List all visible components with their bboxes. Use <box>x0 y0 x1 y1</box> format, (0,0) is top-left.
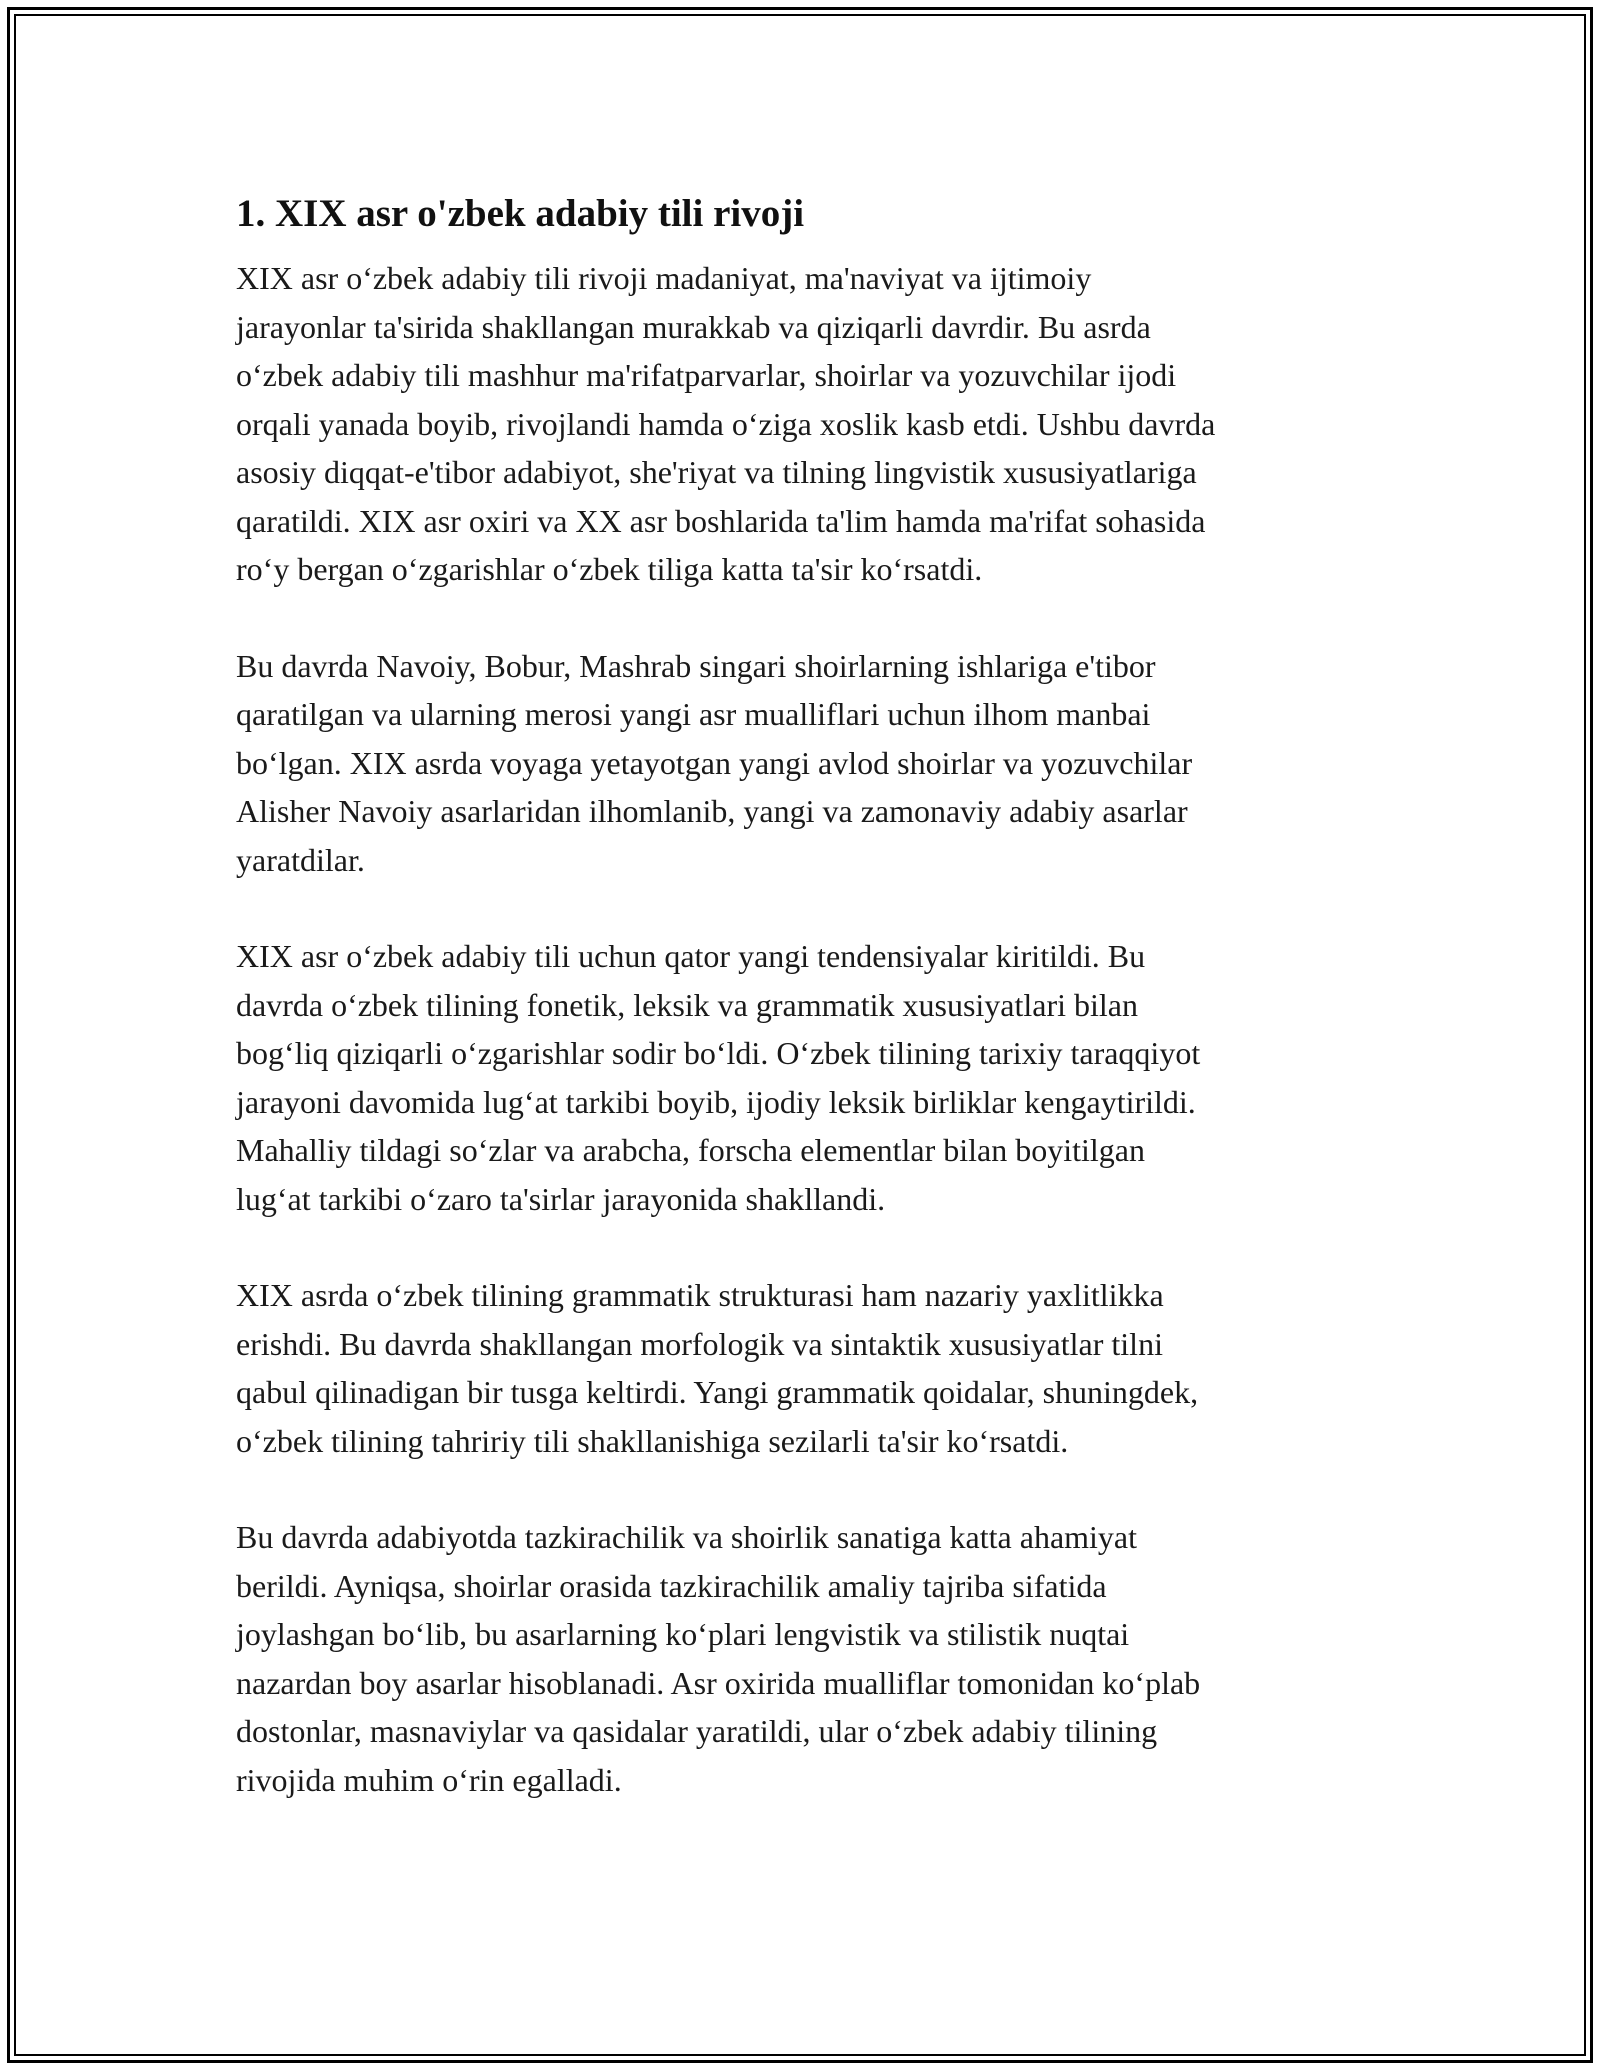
paragraph-4 <box>236 1271 1366 1465</box>
document-body <box>236 190 1366 1852</box>
text-line: o‘zbek adabiy tili mashhur ma'rifatparvarlar, shoirlar va yozuvchilar ijodi <box>236 357 1177 393</box>
text-line: erishdi. Bu davrda shakllangan morfologik va sintaktik xususiyatlar tilni <box>236 1325 1163 1362</box>
text-line: bo‘lgan. XIX asrda voyaga yetayotgan yangi avlod shoirlar va yozuvchilar <box>236 744 1193 781</box>
text-line: qaratildi. XIX asr oxiri va XX asr boshlarida ta'lim hamda ma'rifat sohasida <box>236 502 1206 539</box>
text-line: bog‘liq qiziqarli o‘zgarishlar sodir bo‘ldi. O‘zbek tilining tarixiy taraqqiyot <box>236 1035 1201 1071</box>
text-line: nazardan boy asarlar hisoblanadi. Asr oxirida mualliflar tomonidan ko‘plab <box>236 1664 1201 1701</box>
text-line: davrda o‘zbek tilining fonetik, leksik va grammatik xususiyatlari bilan <box>236 986 1138 1023</box>
text-line: jarayonlar ta'sirida shakllangan murakkab va qiziqarli davrdir. Bu asrda <box>236 308 1151 345</box>
text-line: yaratdilar. <box>236 841 365 878</box>
text-line: lug‘at tarkibi o‘zaro ta'sirlar jarayonida shakllandi. <box>236 1180 886 1217</box>
text-line: XIX asr o‘zbek adabiy tili rivoji madaniyat, ma'naviyat va ijtimoiy <box>236 260 1092 296</box>
text-line: jarayoni davomida lug‘at tarkibi boyib, ijodiy leksik birliklar kengaytirildi. <box>236 1083 1196 1120</box>
text-line: berildi. Ayniqsa, shoirlar orasida tazkirachilik amaliy tajriba sifatida <box>236 1567 1107 1604</box>
paragraph-3 <box>236 932 1366 1223</box>
paragraph-5 <box>236 1513 1366 1804</box>
text-line: Mahalliy tildagi so‘zlar va arabcha, forscha elementlar bilan boyitilgan <box>236 1132 1145 1168</box>
section-heading: 1. XIX asr o'zbek adabiy tili rivoji <box>236 192 805 235</box>
text-line: o‘zbek tilining tahririy tili shakllanishiga sezilarli ta'sir ko‘rsatdi. <box>236 1422 1069 1459</box>
text-line: orqali yanada boyib, rivojlandi hamda o‘ziga xoslik kasb etdi. Ushbu davrda <box>236 405 1216 442</box>
text-line: rivojida muhim o‘rin egalladi. <box>236 1761 622 1798</box>
text-line: Bu davrda Navoiy, Bobur, Mashrab singari shoirlarning ishlariga e'tibor <box>236 647 1156 684</box>
text-line: dostonlar, masnaviylar va qasidalar yaratildi, ular o‘zbek adabiy tilining <box>236 1713 1158 1749</box>
paragraph-1 <box>236 254 1366 594</box>
text-line: ro‘y bergan o‘zgarishlar o‘zbek tiliga katta ta'sir ko‘rsatdi. <box>236 551 983 587</box>
paragraph-2 <box>236 642 1366 885</box>
text-line: qabul qilinadigan bir tusga keltirdi. Yangi grammatik qoidalar, shuningdek, <box>236 1374 1199 1410</box>
text-line: asosiy diqqat-e'tibor adabiyot, she'riyat va tilning lingvistik xususiyatlariga <box>236 454 1197 490</box>
text-line: Alisher Navoiy asarlaridan ilhomlanib, yangi va zamonaviy adabiy asarlar <box>236 793 1188 829</box>
text-line: joylashgan bo‘lib, bu asarlarning ko‘plari lengvistik va stilistik nuqtai <box>236 1616 1130 1652</box>
text-line: Bu davrda adabiyotda tazkirachilik va shoirlik sanatiga katta ahamiyat <box>236 1519 1138 1555</box>
text-line: qaratilgan va ularning merosi yangi asr mualliflari uchun ilhom manbai <box>236 696 1151 732</box>
text-line: XIX asrda o‘zbek tilining grammatik strukturasi ham nazariy yaxlitlikka <box>236 1277 1164 1313</box>
text-line: XIX asr o‘zbek adabiy tili uchun qator yangi tendensiyalar kiritildi. Bu <box>236 938 1146 974</box>
